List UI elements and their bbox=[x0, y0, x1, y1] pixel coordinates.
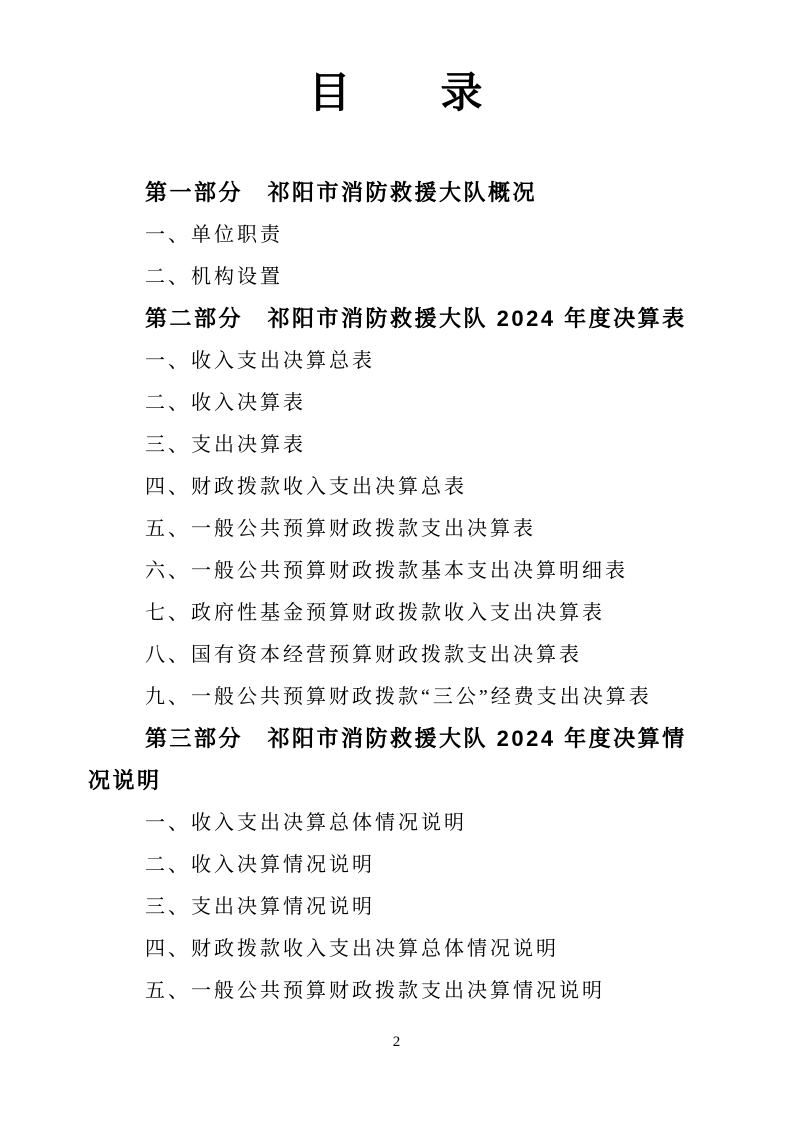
page-title: 目 录 bbox=[308, 69, 485, 116]
toc-item: 七、政府性基金预算财政拨款收入支出决算表 bbox=[145, 602, 605, 624]
toc-item: 一、收入支出决算总体情况说明 bbox=[145, 812, 467, 834]
toc-item: 六、一般公共预算财政拨款基本支出决算明细表 bbox=[145, 560, 628, 582]
toc-item: 三、支出决算表 bbox=[145, 434, 306, 456]
toc-item: 八、国有资本经营预算财政拨款支出决算表 bbox=[145, 644, 582, 666]
toc-section-2 bbox=[88, 298, 705, 718]
page-number: 2 bbox=[392, 1034, 401, 1050]
toc-item: 四、财政拨款收入支出决算总表 bbox=[145, 476, 467, 498]
toc-item: 二、机构设置 bbox=[145, 266, 283, 288]
toc-item: 二、收入决算表 bbox=[145, 392, 306, 414]
toc-item: 二、收入决算情况说明 bbox=[145, 854, 375, 876]
toc-section-3 bbox=[88, 718, 705, 1012]
toc-item: 五、一般公共预算财政拨款支出决算情况说明 bbox=[145, 980, 605, 1002]
section-3-heading: 第三部分 祁阳市消防救援大队 2024 年度决算情况说明 bbox=[88, 726, 687, 793]
toc-section-1 bbox=[88, 172, 705, 298]
toc-item: 五、一般公共预算财政拨款支出决算表 bbox=[145, 518, 536, 540]
section-1-heading: 第一部分 祁阳市消防救援大队概况 bbox=[145, 180, 538, 205]
section-2-heading: 第二部分 祁阳市消防救援大队 2024 年度决算表 bbox=[145, 306, 687, 331]
toc-item: 一、单位职责 bbox=[145, 224, 283, 246]
toc-item: 一、收入支出决算总表 bbox=[145, 350, 375, 372]
toc-item: 九、一般公共预算财政拨款“三公”经费支出决算表 bbox=[145, 686, 652, 708]
toc-item: 三、支出决算情况说明 bbox=[145, 896, 375, 918]
toc-item: 四、财政拨款收入支出决算总体情况说明 bbox=[145, 938, 559, 960]
